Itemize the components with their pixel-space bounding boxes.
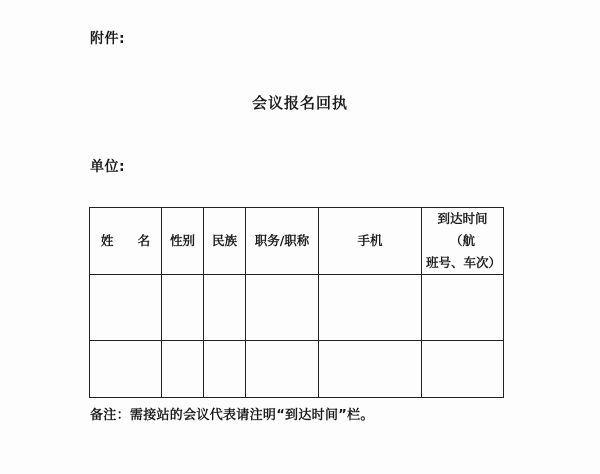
- footnote-remark: 备注：需接站的会议代表请注明“到达时间”栏。: [90, 408, 374, 423]
- header-gender: 性别: [162, 208, 204, 275]
- header-arrival-text: 到达时间（航 班号、车次）: [426, 211, 502, 270]
- header-name: [90, 208, 162, 275]
- header-ethnicity: 民族: [204, 208, 246, 275]
- cell-name[interactable]: [90, 275, 162, 341]
- cell-position[interactable]: [246, 275, 319, 341]
- header-phone: 手机: [319, 208, 422, 275]
- cell-position[interactable]: [246, 341, 319, 398]
- cell-phone[interactable]: [319, 341, 422, 398]
- cell-arrival[interactable]: [422, 341, 504, 398]
- cell-name[interactable]: [90, 341, 162, 398]
- cell-ethnicity[interactable]: [204, 341, 246, 398]
- attachment-label: 附件:: [90, 31, 126, 47]
- table-header-row: [90, 208, 504, 275]
- table-row: [90, 275, 504, 341]
- cell-phone[interactable]: [319, 275, 422, 341]
- cell-gender[interactable]: [162, 275, 204, 341]
- page-title: 会议报名回执: [251, 94, 348, 112]
- cell-ethnicity[interactable]: [204, 275, 246, 341]
- header-arrival: [422, 208, 504, 275]
- table-row: [90, 341, 504, 398]
- header-position: 职务/职称: [246, 208, 319, 275]
- registration-table: [89, 207, 504, 398]
- cell-gender[interactable]: [162, 341, 204, 398]
- cell-arrival[interactable]: [422, 275, 504, 341]
- unit-label: 单位:: [90, 159, 126, 175]
- header-name-text: 姓 名: [100, 233, 161, 248]
